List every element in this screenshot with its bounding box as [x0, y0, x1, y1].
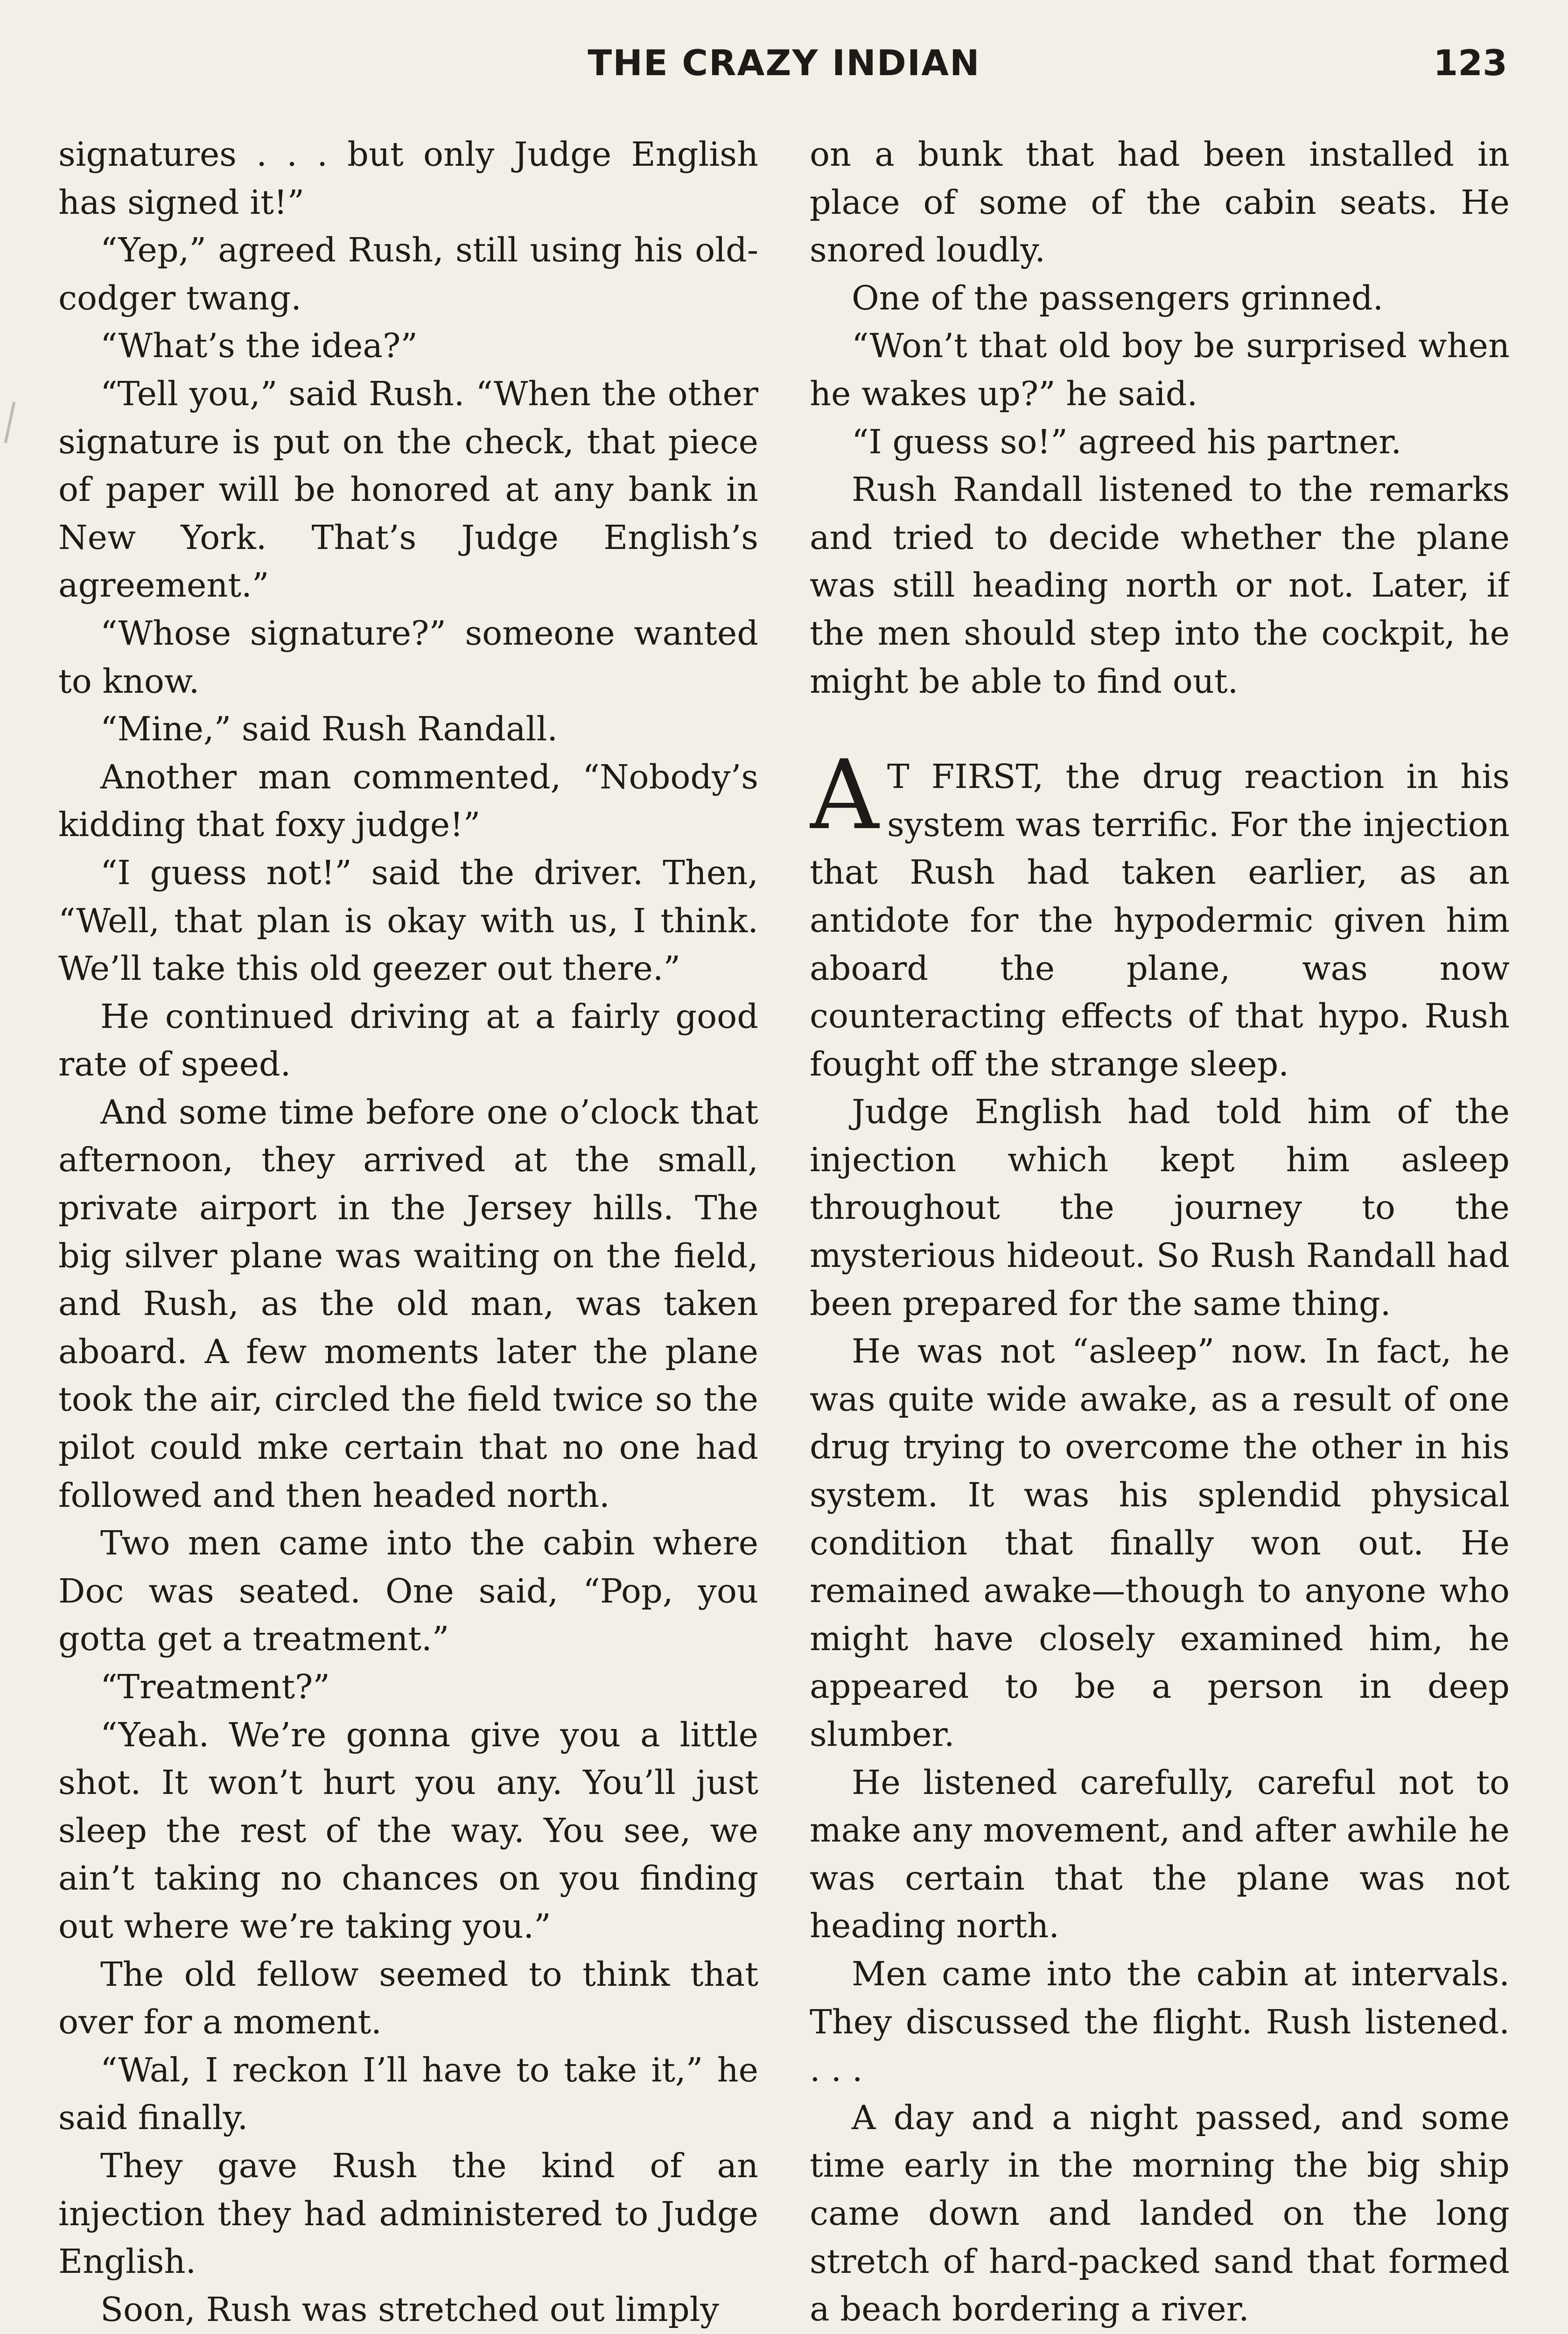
paragraph: “Mine,” said Rush Randall.: [100, 710, 558, 749]
paragraph: “Won’t that old boy be surprised when he wakes up?” he said.: [810, 326, 1510, 413]
paragraph: Two men came into the cabin where Doc was seated. One said, “Pop, you gotta get a treatment.”: [58, 1524, 758, 1659]
page-header: [61, 28, 1507, 98]
text-columns: [58, 131, 1510, 2334]
paragraph: “Yep,” agreed Rush, still using his old-codger twang.: [58, 231, 758, 317]
paragraph: “I guess so!” agreed his partner.: [852, 422, 1402, 461]
paragraph: “Yeah. We’re gonna give you a little shot. It won’t hurt you any. You’ll just sleep the rest of the way. You see, we ain’t taking no chances on you finding out where we’re taking you.”: [58, 1715, 758, 1946]
paragraph: “I guess not!” said the driver. Then, “Well, that plan is okay with us, I think. We’ll take this old geezer out there.”: [58, 853, 758, 988]
running-title: THE CRAZY INDIAN: [588, 42, 980, 84]
margin-mark: [4, 401, 16, 443]
paragraph: Soon, Rush was stretched out limply: [100, 2290, 719, 2329]
drop-cap: A: [810, 740, 879, 851]
paragraph: One of the passengers grinned.: [852, 278, 1384, 317]
paragraph: “Wal, I reckon I’ll have to take it,” he said finally.: [58, 2050, 758, 2137]
paragraph: He was not “asleep” now. In fact, he was quite wide awake, as a result of one drug trying to overcome the other in his system. It was his splendid physical condition that finally won out. He remained awake—though to anyone who might have closely examined him, he appeared to be a person in deep slumber.: [810, 1332, 1510, 1754]
paragraph: He continued driving at a fairly good rate of speed.: [58, 997, 758, 1084]
drop-cap-text: T FIRST, the drug reaction in his system was terrific. For the injection that Rush had taken earlier, as an antidote for the hypodermic given him aboard the plane, was now counteracting effects of that hypo. Rush fought off the strange sleep.: [810, 757, 1510, 1083]
paragraph: A day and a night passed, and some time early in the morning the big ship came down and landed on the long stretch of hard-packed sand that formed a beach bordering a river.: [810, 2098, 1510, 2329]
paragraph: “Tell you,” said Rush. “When the other signature is put on the check, that piece of paper will be honored at any bank in New York. That’s Judge English’s agreement.”: [58, 374, 758, 605]
page-number: 123: [1433, 42, 1507, 84]
paragraph: on a bunk that had been installed in place of some of the cabin seats. He snored loudly.: [810, 135, 1510, 270]
right-column: [810, 131, 1510, 2334]
paragraph: “Whose signature?” someone wanted to know.: [58, 613, 758, 701]
paragraph: He listened carefully, careful not to make any movement, and after awhile he was certain that the plane was not heading north.: [810, 1763, 1510, 1946]
left-column: [58, 131, 758, 2334]
paragraph: signatures . . . but only Judge English has signed it!”: [58, 135, 758, 222]
paragraph: “Treatment?”: [100, 1667, 330, 1706]
paragraph: And some time before one o’clock that afternoon, they arrived at the small, private airport in the Jersey hills. The big silver plane was waiting on the field, and Rush, as the old man, was taken aboard. A few moments later the plane took the air, circled the field twice so the pilot could mke certain that no one had followed and then headed north.: [58, 1092, 758, 1515]
paragraph: Rush Randall listened to the remarks and tried to decide whether the plane was still heading north or not. Later, if the men should step into the cockpit, he might be able to find out.: [810, 470, 1510, 701]
paragraph: They gave Rush the kind of an injection they had administered to Judge English.: [58, 2146, 758, 2281]
paragraph: Another man commented, “Nobody’s kidding that foxy judge!”: [58, 757, 758, 844]
paragraph: The old fellow seemed to think that over for a moment.: [58, 1954, 758, 2042]
paragraph: Judge English had told him of the injection which kept him asleep throughout the journey to the mysterious hideout. So Rush Randall had been prepared for the same thing.: [810, 1092, 1510, 1323]
section-opening-paragraph: [810, 740, 1510, 1088]
paragraph: Men came into the cabin at intervals. They discussed the flight. Rush listened. . . .: [810, 1954, 1510, 2089]
paragraph: “What’s the idea?”: [100, 326, 418, 366]
